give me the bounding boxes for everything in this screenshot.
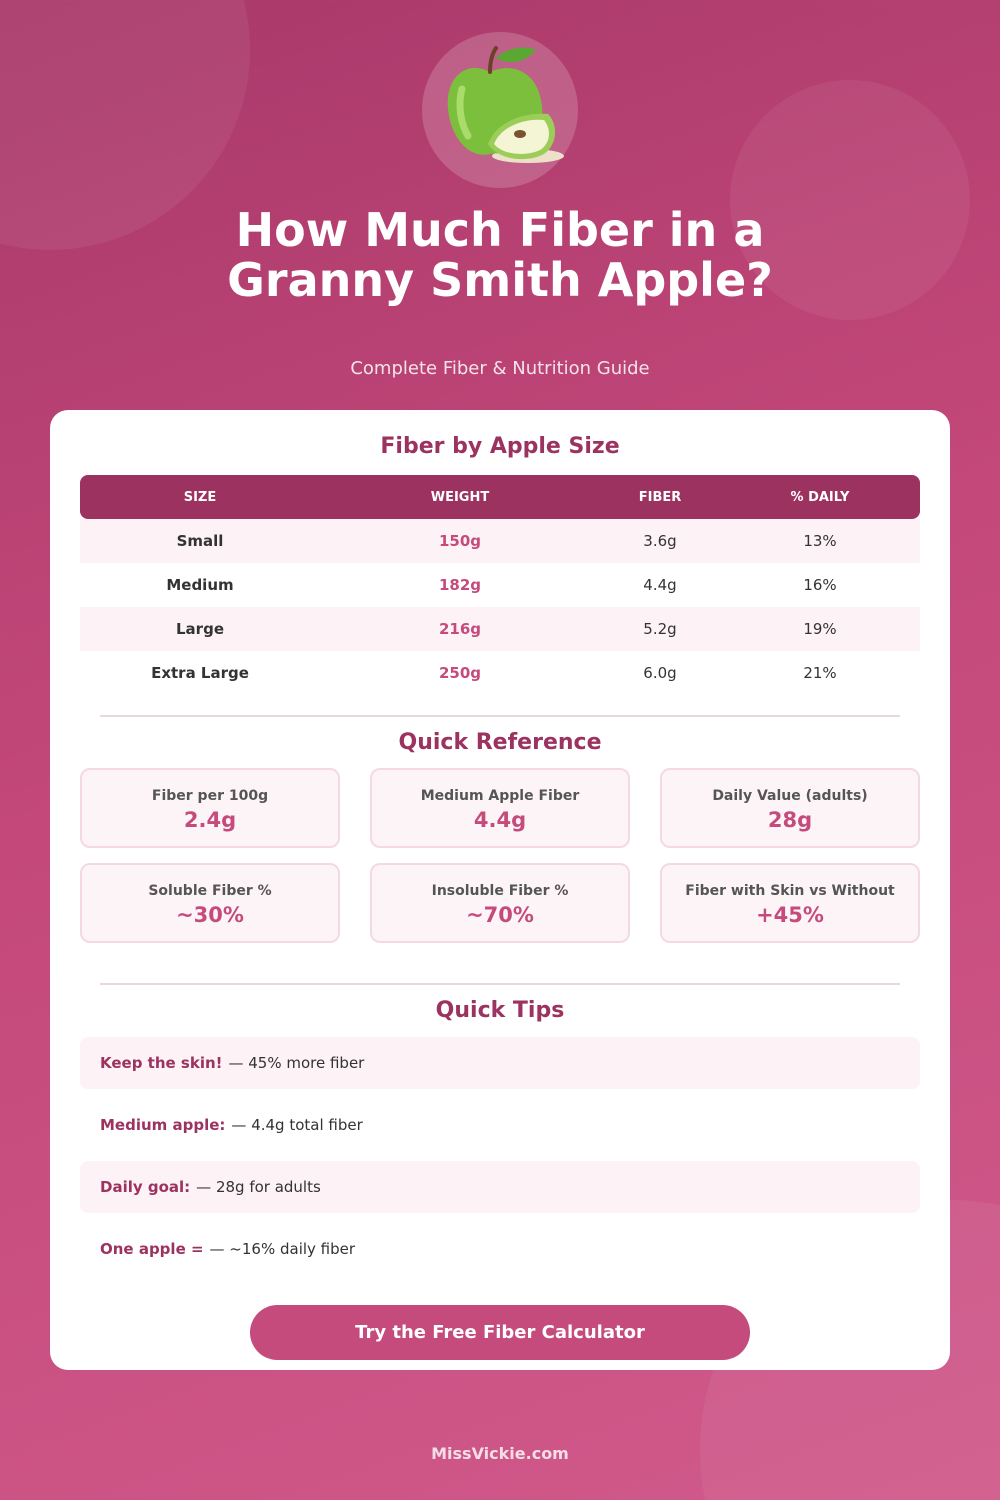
reference-value: 2.4g bbox=[183, 808, 237, 832]
content-card bbox=[50, 410, 950, 1370]
reference-value: 4.4g bbox=[473, 808, 527, 832]
reference-card bbox=[370, 863, 630, 943]
cell-daily: 21% bbox=[803, 664, 837, 682]
quick-tips-list bbox=[80, 1037, 920, 1285]
reference-card bbox=[80, 768, 340, 848]
cell-weight: 150g bbox=[438, 532, 482, 550]
fiber-calculator-button[interactable]: Try the Free Fiber Calculator bbox=[250, 1305, 750, 1360]
reference-value: ~70% bbox=[466, 903, 534, 927]
cell-size: Small bbox=[176, 532, 224, 550]
reference-card bbox=[660, 768, 920, 848]
tip-item bbox=[80, 1099, 920, 1151]
table-row bbox=[80, 607, 920, 651]
reference-label: Fiber per 100g bbox=[151, 788, 269, 804]
tip-item bbox=[80, 1037, 920, 1089]
tip-key: Daily goal: bbox=[100, 1178, 191, 1196]
green-apple-icon bbox=[440, 44, 565, 174]
cell-fiber: 4.4g bbox=[643, 576, 677, 594]
cell-size: Medium bbox=[166, 576, 234, 594]
cell-daily: 19% bbox=[803, 620, 837, 638]
tip-item bbox=[80, 1223, 920, 1275]
section-title-size-table: Fiber by Apple Size bbox=[380, 434, 620, 459]
tip-key: Medium apple: bbox=[100, 1116, 226, 1134]
cell-size: Large bbox=[176, 620, 224, 638]
reference-label: Medium Apple Fiber bbox=[420, 788, 580, 804]
reference-card bbox=[660, 863, 920, 943]
section-divider bbox=[100, 715, 900, 717]
cell-fiber: 6.0g bbox=[643, 664, 677, 682]
section-title-quick-reference: Quick Reference bbox=[398, 730, 602, 755]
reference-label: Daily Value (adults) bbox=[712, 788, 868, 804]
cell-weight: 216g bbox=[438, 620, 482, 638]
tip-text: — ~16% daily fiber bbox=[209, 1240, 356, 1258]
section-title-quick-tips: Quick Tips bbox=[435, 998, 565, 1023]
tip-text: — 28g for adults bbox=[196, 1178, 321, 1196]
table-row bbox=[80, 651, 920, 695]
cell-daily: 16% bbox=[803, 576, 837, 594]
reference-card bbox=[370, 768, 630, 848]
column-header-daily: % DAILY bbox=[790, 489, 850, 505]
tip-item bbox=[80, 1161, 920, 1213]
footer-brand-link[interactable]: MissVickie.com bbox=[431, 1444, 569, 1463]
cell-fiber: 5.2g bbox=[643, 620, 677, 638]
table-row bbox=[80, 563, 920, 607]
column-header-size: SIZE bbox=[183, 489, 217, 505]
reference-value: 28g bbox=[767, 808, 813, 832]
column-header-weight: WEIGHT bbox=[430, 489, 490, 505]
cell-size: Extra Large bbox=[151, 664, 249, 682]
hero-icon-badge bbox=[422, 32, 578, 188]
table-header bbox=[80, 475, 920, 519]
cell-weight: 250g bbox=[438, 664, 482, 682]
reference-card bbox=[80, 863, 340, 943]
tip-text: — 45% more fiber bbox=[228, 1054, 365, 1072]
tip-text: — 4.4g total fiber bbox=[231, 1116, 363, 1134]
tip-key: One apple = bbox=[100, 1240, 204, 1258]
section-divider bbox=[100, 983, 900, 985]
column-header-fiber: FIBER bbox=[638, 489, 682, 505]
page-subtitle: Complete Fiber & Nutrition Guide bbox=[350, 358, 650, 379]
reference-label: Soluble Fiber % bbox=[148, 883, 272, 899]
fiber-size-table bbox=[80, 475, 920, 695]
reference-value: +45% bbox=[756, 903, 824, 927]
cell-daily: 13% bbox=[803, 532, 837, 550]
reference-label: Fiber with Skin vs Without bbox=[685, 883, 895, 899]
reference-value: ~30% bbox=[176, 903, 244, 927]
reference-label: Insoluble Fiber % bbox=[431, 883, 569, 899]
tip-key: Keep the skin! bbox=[100, 1054, 223, 1072]
table-row bbox=[80, 519, 920, 563]
cell-fiber: 3.6g bbox=[643, 532, 677, 550]
page-title: How Much Fiber in a Granny Smith Apple? bbox=[227, 203, 773, 307]
cell-weight: 182g bbox=[438, 576, 482, 594]
